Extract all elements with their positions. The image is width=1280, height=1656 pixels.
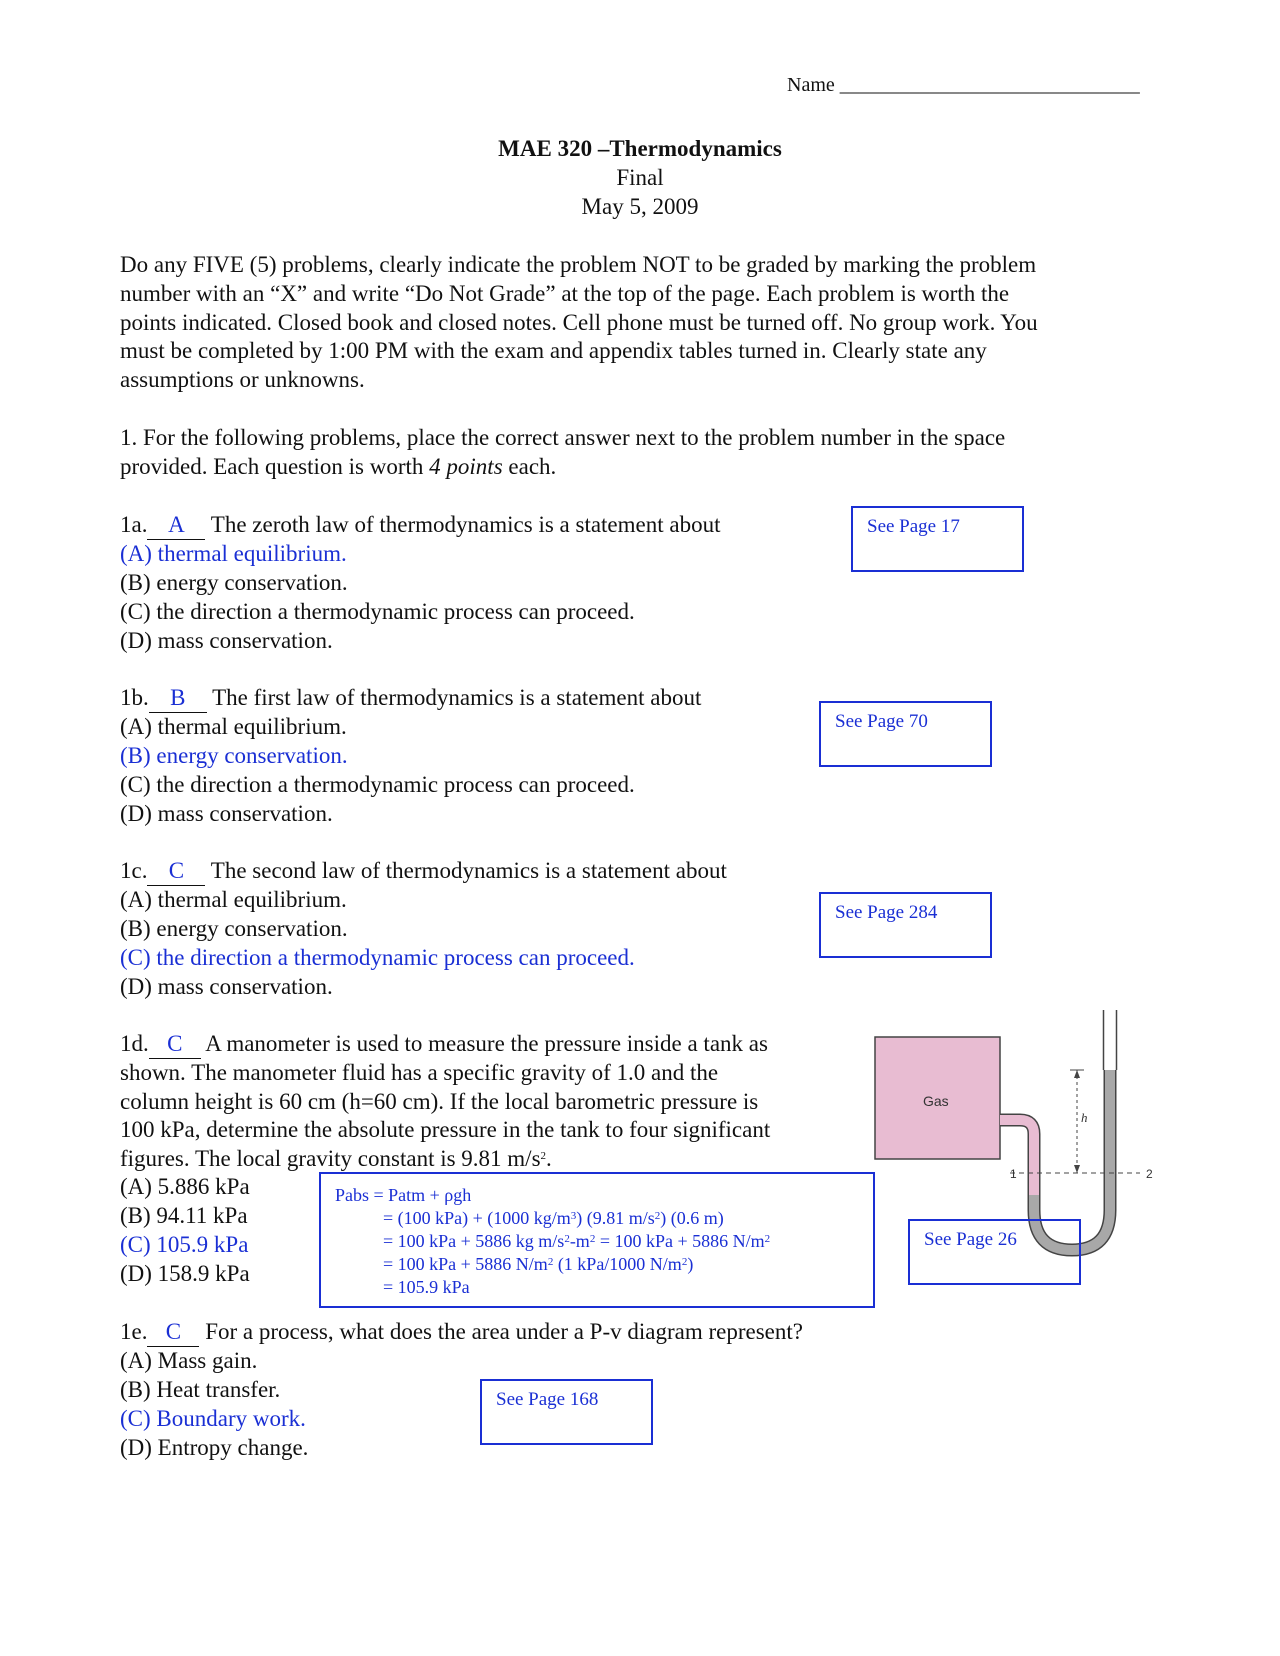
gas-label: Gas — [923, 1093, 949, 1109]
option-c: (C) the direction a thermodynamic process can proceed. — [120, 945, 635, 970]
question-stem-line: shown. The manometer fluid has a specific gravity of 1.0 and the — [120, 1060, 719, 1085]
question-stem-line: column height is 60 cm (h=60 cm). If the local barometric pressure is — [120, 1089, 759, 1114]
option-d: (D) mass conservation. — [120, 628, 333, 653]
option-d: (D) 158.9 kPa — [120, 1261, 250, 1286]
solution-line: = (100 kPa) + (1000 $kg/m^3$) (9.81 $m/s^2$) (0.6 m) — [383, 1208, 724, 1228]
question-stem: 1c. C The second law of thermodynamics is a statement about — [120, 856, 727, 886]
answer-value: C — [168, 858, 185, 883]
solution-line: = 100 kPa + 5886 kg $m/s^2-m^2 = 100$ kPa + 5886 $N/m^2$ — [383, 1231, 771, 1251]
course-title: MAE 320 –Thermodynamics — [498, 136, 782, 161]
option-c: (C) 105.9 kPa — [120, 1232, 249, 1257]
solution-line: Pabs = Patm + ρgh — [335, 1185, 472, 1205]
page-reference-box: See Page 17 — [851, 506, 1024, 572]
page-reference-box: See Page 26 — [908, 1219, 1081, 1285]
solution-box — [319, 1172, 875, 1308]
option-c: (C) the direction a thermodynamic process can proceed. — [120, 599, 635, 624]
answer-blank[interactable] — [147, 510, 205, 540]
option-a: (A) 5.886 kPa — [120, 1174, 250, 1199]
point-2-label: 2 — [1146, 1167, 1153, 1181]
instructions-line: Do any FIVE (5) problems, clearly indicate the problem NOT to be graded by marking the problem — [120, 252, 1037, 277]
option-a: (A) thermal equilibrium. — [120, 714, 347, 739]
option-a: (A) thermal equilibrium. — [120, 887, 347, 912]
answer-blank[interactable] — [149, 683, 207, 713]
question-stem: 1b. B The first law of thermodynamics is a statement about — [120, 683, 701, 713]
question-stem-line: figures. The local gravity constant is 9.81 $m/s^2$. — [120, 1146, 552, 1171]
answer-blank[interactable] — [147, 1317, 199, 1347]
answer-value: A — [168, 512, 185, 537]
option-b: (B) 94.11 kPa — [120, 1203, 248, 1228]
answer-value: B — [170, 685, 186, 710]
option-d: (D) mass conservation. — [120, 974, 333, 999]
answer-blank[interactable] — [147, 856, 205, 886]
option-b: (B) energy conservation. — [120, 570, 348, 595]
option-b: (B) energy conservation. — [120, 743, 348, 768]
page-reference-box: See Page 70 — [819, 701, 992, 767]
question-stem: 1a. A The zeroth law of thermodynamics is a statement about — [120, 510, 720, 540]
points-emphasis: 4 points — [429, 454, 503, 479]
option-b: (B) energy conservation. — [120, 916, 348, 941]
instructions-line: number with an “X” and write “Do Not Grade” at the top of the page. Each problem is worth the — [120, 281, 1010, 306]
question-stem: 1e. C For a process, what does the area under a P-v diagram represent? — [120, 1317, 803, 1347]
page-reference-box: See Page 284 — [819, 892, 992, 958]
page-reference-box: See Page 168 — [480, 1379, 653, 1445]
option-d: (D) Entropy change. — [120, 1435, 309, 1460]
name-label: Name — [787, 74, 835, 96]
problem-1-line: 1. For the following problems, place the correct answer next to the problem number in the space — [120, 425, 1006, 450]
name-field — [787, 74, 1140, 97]
problem-1-line: provided. Each question is worth 4 points each. — [120, 454, 557, 479]
option-a: (A) Mass gain. — [120, 1348, 258, 1373]
solution-line: = 105.9 kPa — [383, 1277, 470, 1297]
name-line: ______________________________ — [839, 74, 1140, 96]
answer-blank[interactable] — [149, 1029, 201, 1059]
solution-line: = 100 kPa + 5886 $N/m^2$ (1 kPa/1000 $N/m^2$) — [383, 1254, 694, 1274]
point-1-label: 1 — [1010, 1167, 1017, 1181]
option-d: (D) mass conservation. — [120, 801, 333, 826]
answer-value: C — [165, 1319, 182, 1344]
instructions-line: must be completed by 1:00 PM with the exam and appendix tables turned in. Clearly state any — [120, 338, 987, 363]
exam-name: Final — [616, 165, 664, 190]
height-label: h — [1081, 1110, 1088, 1125]
exam-date: May 5, 2009 — [581, 194, 699, 219]
option-b: (B) Heat transfer. — [120, 1377, 281, 1402]
instructions-line: points indicated. Closed book and closed notes. Cell phone must be turned off. No group work. You — [120, 310, 1038, 335]
answer-value: C — [167, 1031, 183, 1056]
question-stem-line: 100 kPa, determine the absolute pressure in the tank to four significant — [120, 1117, 771, 1142]
option-c: (C) Boundary work. — [120, 1406, 306, 1431]
option-a: (A) thermal equilibrium. — [120, 541, 347, 566]
exam-title-block — [440, 134, 840, 221]
option-c: (C) the direction a thermodynamic process can proceed. — [120, 772, 635, 797]
question-stem: 1d. C A manometer is used to measure the pressure inside a tank as — [120, 1029, 768, 1059]
instructions-line: assumptions or unknowns. — [120, 367, 365, 392]
